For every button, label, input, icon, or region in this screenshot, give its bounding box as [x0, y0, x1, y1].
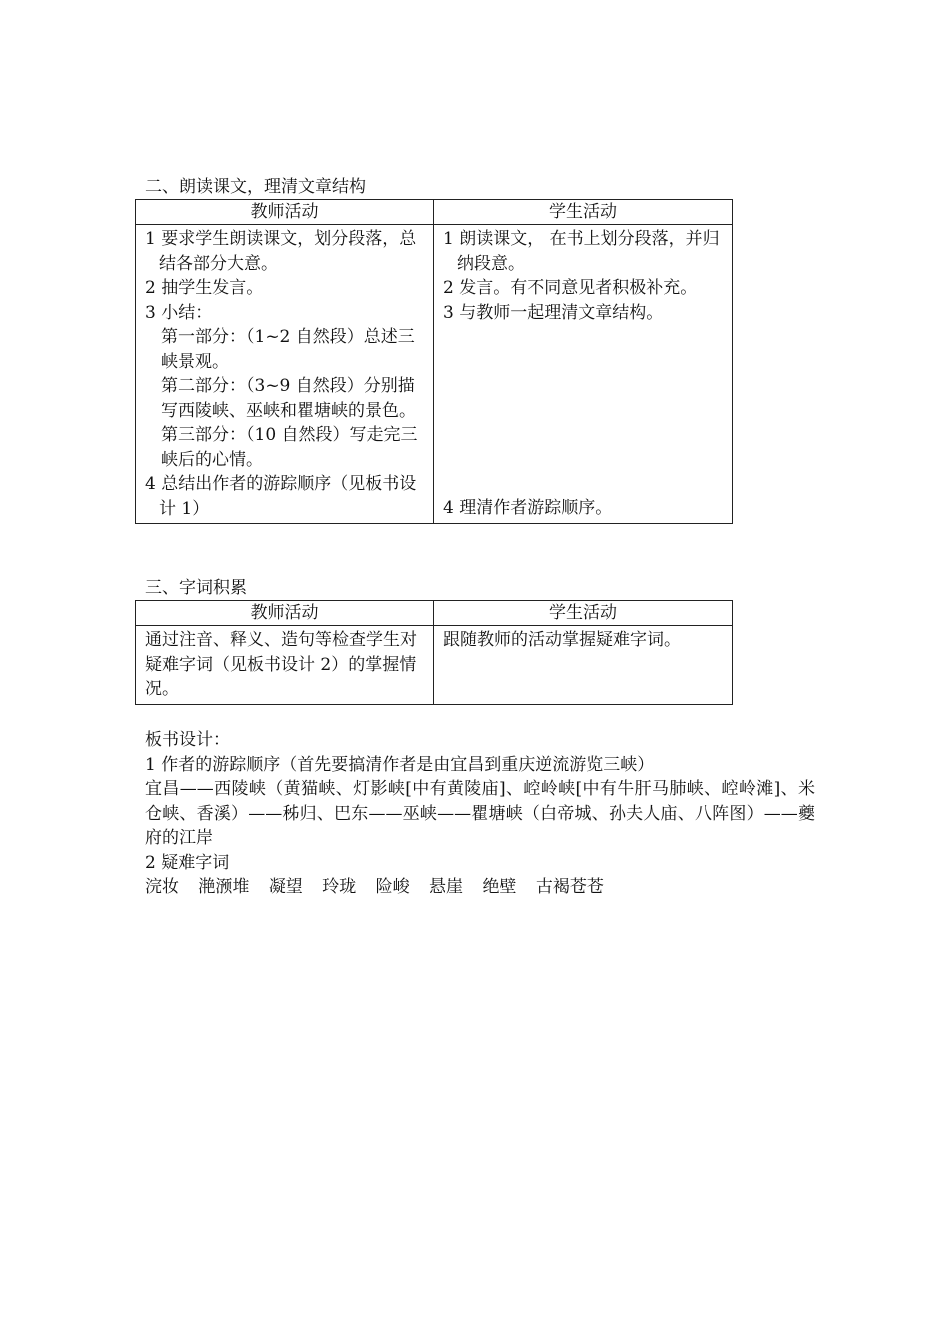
teacher-step-2: 2 抽学生发言。	[145, 278, 264, 298]
vocabulary-word: 浣妆	[145, 877, 179, 897]
vocabulary-word: 险峻	[375, 877, 410, 897]
vocabulary-word: 凝望	[268, 877, 303, 897]
student-step-4: 4 理清作者游踪顺序。	[443, 498, 613, 518]
section-title-vocabulary: 三、字词积累	[145, 578, 247, 598]
vocabulary-list	[145, 875, 815, 900]
board-design	[145, 728, 815, 900]
vocabulary-word: 滟滪堆	[198, 877, 250, 897]
student-activity-header: 学生活动	[434, 200, 733, 225]
student-activity-cell	[434, 626, 733, 705]
summary-part-1: 第一部分：（1~2 自然段）总述三峡景观。	[161, 327, 415, 372]
table-row	[136, 626, 733, 705]
student-step-2: 2 发言。有不同意见者积极补充。	[443, 278, 698, 298]
table-header-row	[136, 200, 733, 225]
vocabulary-student-text: 跟随教师的活动掌握疑难字词。	[443, 630, 681, 650]
teacher-activity-cell	[136, 225, 434, 524]
table-header-row	[136, 601, 733, 626]
student-step-1: 1 朗读课文， 在书上划分段落，并归纳段意。	[443, 229, 720, 274]
travel-route: 宜昌——西陵峡（黄猫峡、灯影峡[中有黄陵庙]、崆岭峡[中有牛肝马肺峡、崆岭滩]、米仓峡、香溪）——秭归、巴东——巫峡——瞿塘峡（白帝城、孙夫人庙、八阵图）——夔府的江岸	[145, 779, 815, 848]
summary-part-3: 第三部分：（10 自然段）写走完三峡后的心情。	[161, 425, 418, 470]
route-heading: 1 作者的游踪顺序（首先要搞清作者是由宜昌到重庆逆流游览三峡）	[145, 754, 655, 775]
student-activity-header: 学生活动	[434, 601, 733, 626]
table-row	[136, 225, 733, 524]
vocabulary-teacher-text: 通过注音、释义、造句等检查学生对疑难字词（见板书设计 2）的掌握情况。	[145, 630, 417, 699]
student-activity-cell	[434, 225, 733, 524]
teacher-activity-header: 教师活动	[136, 601, 434, 626]
vocabulary-word: 玲珑	[322, 877, 357, 897]
section-title-reading: 二、朗读课文，理清文章结构	[145, 177, 366, 197]
teacher-step-3: 3 小结：	[145, 302, 213, 323]
teacher-step-1: 1 要求学生朗读课文，划分段落，总结各部分大意。	[145, 229, 417, 274]
summary-part-2: 第二部分：（3~9 自然段）分别描写西陵峡、巫峡和瞿塘峡的景色。	[161, 376, 416, 421]
vocabulary-word: 绝壁	[482, 877, 517, 897]
teacher-step-4: 4 总结出作者的游踪顺序（见板书设计 1）	[145, 474, 417, 519]
vocabulary-activity-table	[135, 600, 733, 705]
student-step-3: 3 与教师一起理清文章结构。	[443, 302, 664, 323]
vocabulary-word: 古褐苍苍	[535, 877, 604, 897]
vocabulary-heading: 2 疑难字词	[145, 852, 230, 873]
teacher-activity-cell	[136, 626, 434, 705]
board-design-title: 板书设计：	[145, 730, 230, 750]
reading-activity-table	[135, 199, 733, 524]
teacher-activity-header: 教师活动	[136, 200, 434, 225]
vocabulary-word: 悬崖	[429, 877, 464, 897]
